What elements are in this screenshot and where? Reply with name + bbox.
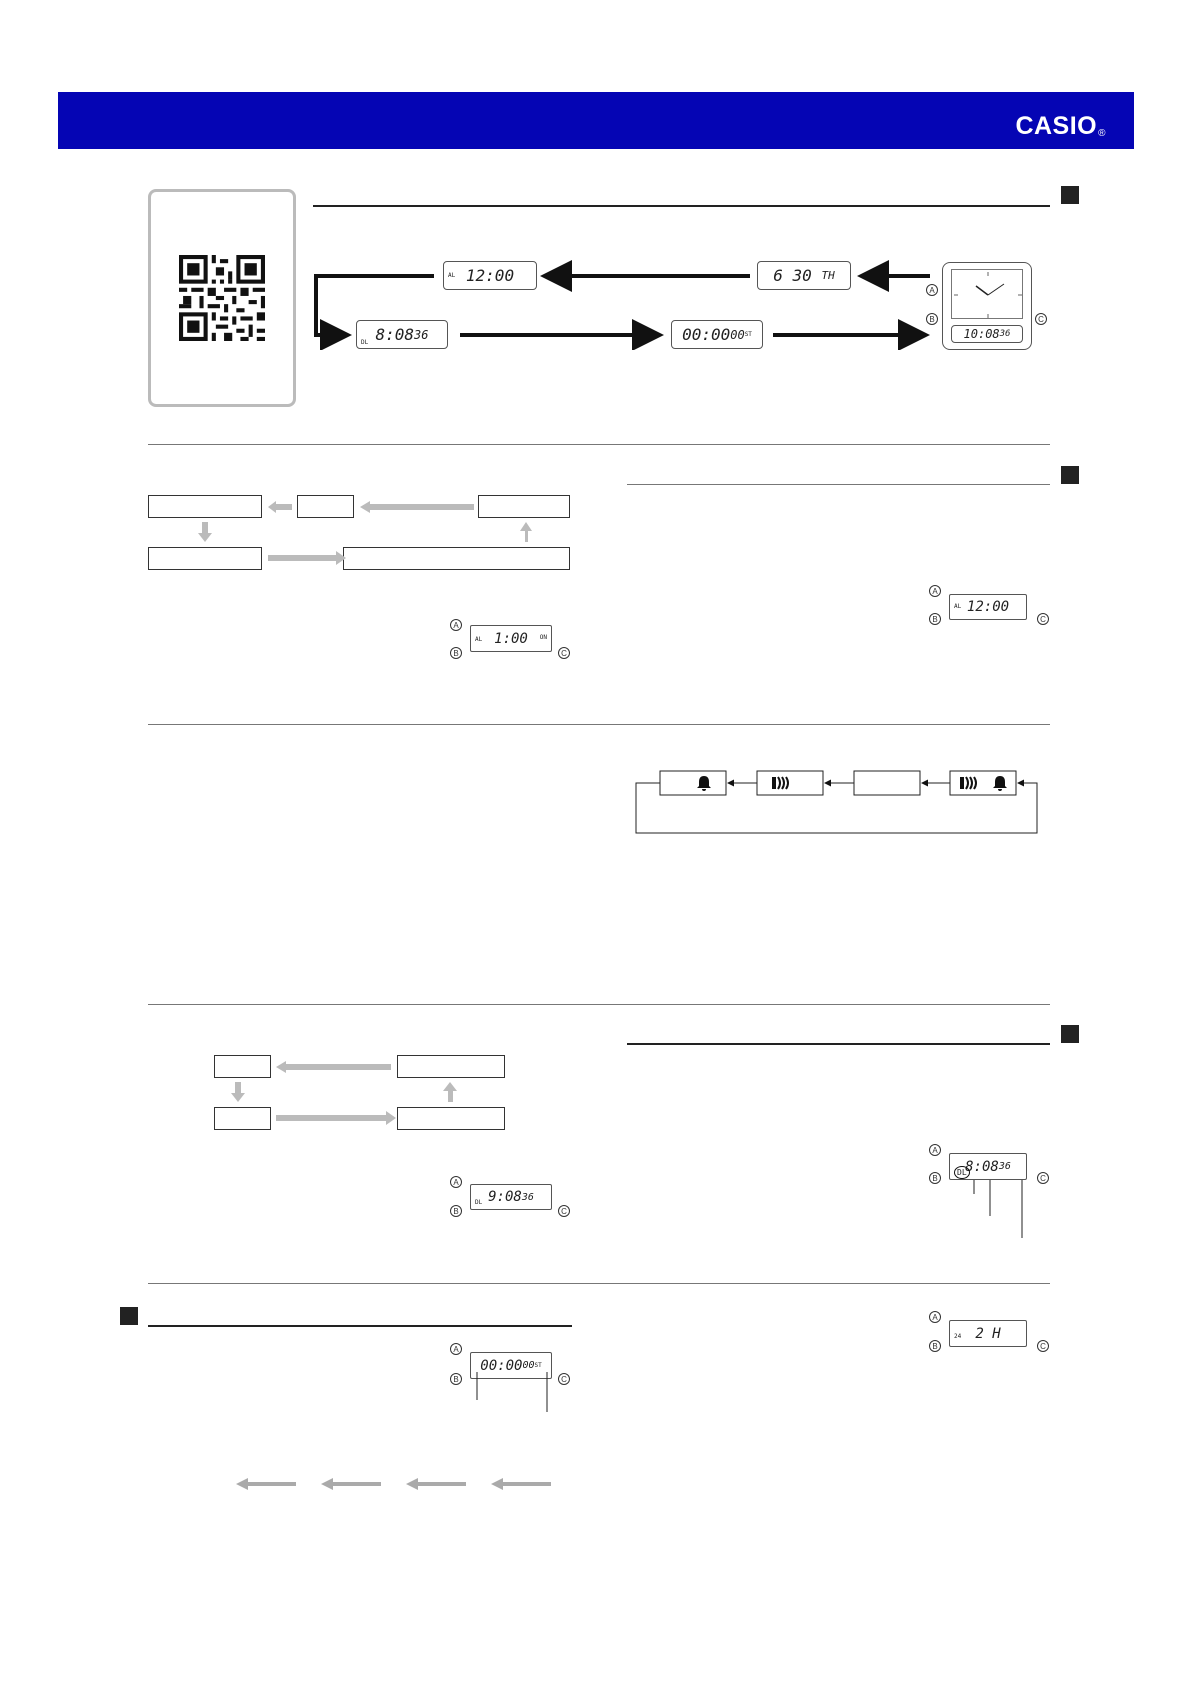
section-marker [1061,466,1079,484]
button-c[interactable]: C [558,1205,570,1217]
divider [148,444,1050,445]
button-c[interactable]: C [558,647,570,659]
divider [148,1325,572,1327]
stopwatch-display: 00:00 00 ST [470,1352,552,1379]
indicator-leader-lines [970,1180,1030,1240]
button-c[interactable]: C [558,1373,570,1385]
alarm-hour-display: AL 12:00 [949,594,1027,620]
hour-format-display: 24 2 H [949,1320,1027,1347]
divider [627,1043,1050,1045]
divider [148,1004,1050,1005]
watch-hands-icon [952,270,1024,320]
button-c[interactable]: C [1037,1172,1049,1184]
button-c[interactable]: C [1037,1340,1049,1352]
dst-indicator-display: DL 8:08 36 [949,1153,1027,1180]
setting-flow-arrows [140,490,580,570]
alarm-signal-cycle [630,765,1040,837]
button-a[interactable]: A [450,1176,462,1188]
stopwatch-leader-lines [475,1370,555,1420]
button-a[interactable]: A [450,1343,462,1355]
qr-code-icon[interactable] [179,255,265,341]
section-marker [120,1307,138,1325]
button-c[interactable]: C [1037,613,1049,625]
divider [627,484,1050,485]
watch-case [942,262,1032,350]
button-a[interactable]: A [929,1144,941,1156]
button-b[interactable]: B [929,1340,941,1352]
button-a[interactable]: A [450,619,462,631]
divider [148,1283,1050,1284]
casio-logo: CASIO® [1015,112,1106,140]
qr-card[interactable] [148,189,296,407]
divider [148,724,1050,725]
header-bar [58,92,1134,149]
alarm-setting-display: AL 1:00 ON [470,625,552,652]
button-b[interactable]: B [450,1205,462,1217]
section-marker [1061,1025,1079,1043]
gray-arrows-row [236,1476,556,1492]
button-b[interactable]: B [926,313,938,325]
button-b[interactable]: B [929,1172,941,1184]
button-b[interactable]: B [450,647,462,659]
button-c[interactable]: C [1035,313,1047,325]
button-b[interactable]: B [929,613,941,625]
button-a[interactable]: A [929,585,941,597]
watch-digital-display: 10:08 36 [951,325,1023,343]
dst-setting-display: DL 9:08 36 [470,1184,552,1210]
stopwatch-mode-display: 00:00 00 ST [671,320,763,349]
section-marker [1061,186,1079,204]
divider [313,205,1050,207]
alarm-mode-display: AL 12:00 [443,261,537,290]
button-a[interactable]: A [929,1311,941,1323]
button-b[interactable]: B [450,1373,462,1385]
date-mode-display: 6 30 TH [757,261,851,290]
dst-flow-arrows [210,1050,510,1130]
dual-time-display: DL 8:08 36 [356,320,448,349]
watch-dial [951,269,1023,319]
button-a[interactable]: A [926,284,938,296]
